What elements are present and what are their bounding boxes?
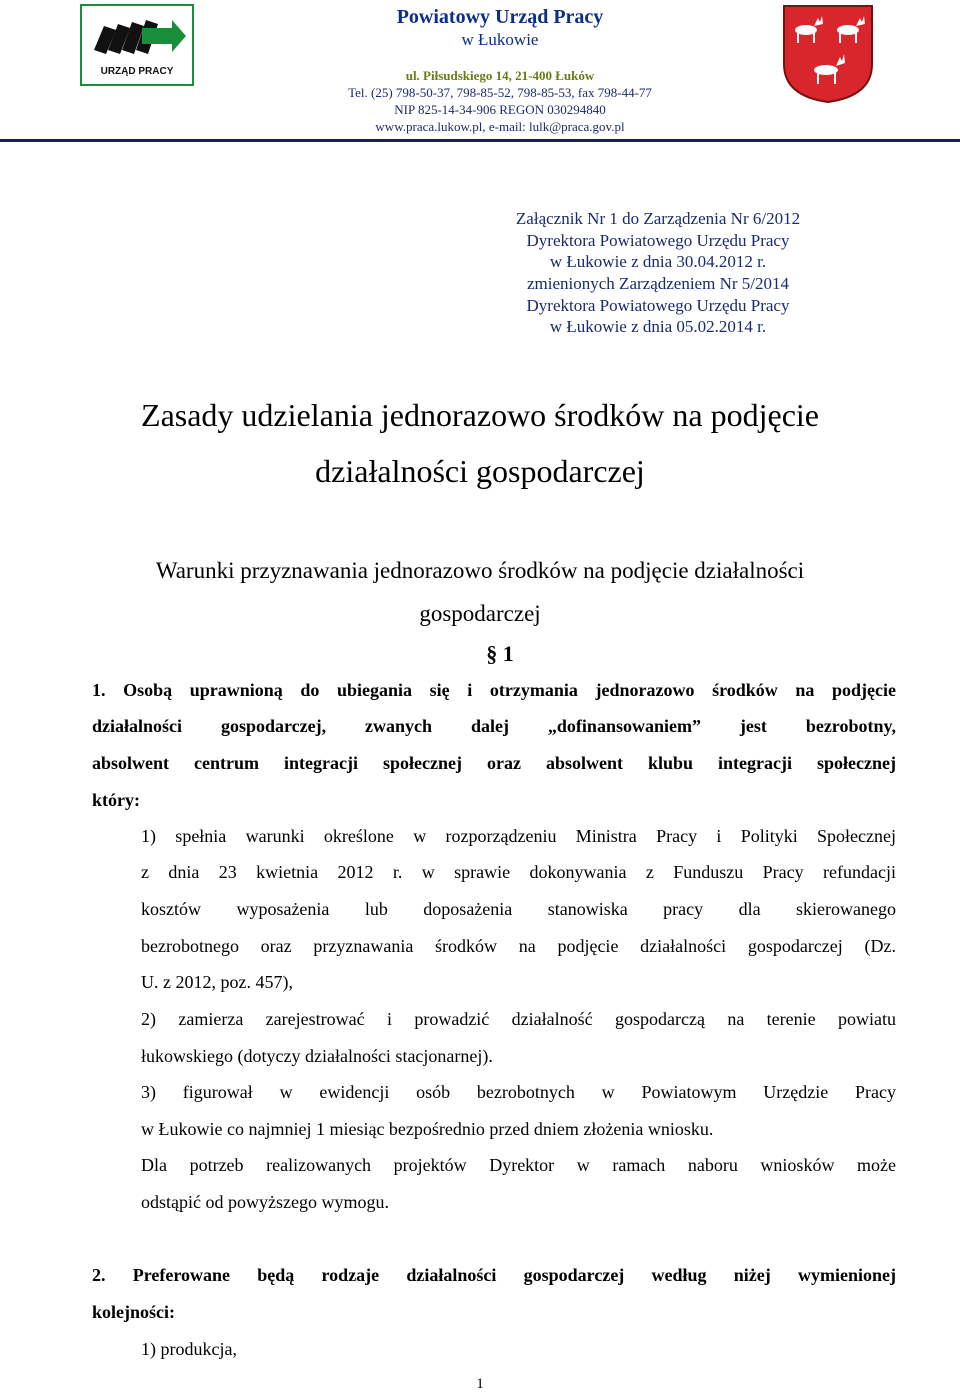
section-heading-line-2: gospodarczej [419, 601, 541, 626]
note-line-2: Dyrektora Powiatowego Urzędu Pracy [526, 231, 790, 250]
item1-line-3: kosztów wyposażenia lub doposażenia stanowiska pracy dla skierowanego [141, 899, 896, 919]
item1-line-2: z dnia 23 kwietnia 2012 r. w sprawie dokonywania z Funduszu Pracy refundacji [141, 862, 896, 882]
header-divider [0, 139, 960, 142]
office-logo [80, 4, 194, 86]
office-city: w Łukowie [461, 30, 539, 49]
item1-line-5: U. z 2012, poz. 457), [141, 972, 293, 992]
office-address: ul. Piłsudskiego 14, 21-400 Łuków [405, 68, 595, 83]
office-title: Powiatowy Urząd Pracy [396, 6, 604, 28]
page-number: 1 [476, 1376, 484, 1392]
document-title-line-1: Zasady udzielania jednorazowo środków na podjęcie [141, 397, 819, 433]
director-note-line-2: odstąpić od powyższego wymogu. [141, 1192, 389, 1212]
section-heading-line-1: Warunki przyznawania jednorazowo środków na podjęcie działalności [155, 558, 805, 583]
office-phone: Tel. (25) 798-50-37, 798-85-52, 798-85-53, fax 798-44-77 [348, 85, 652, 100]
para2-item-1: 1) produkcja, [141, 1339, 237, 1359]
note-line-1: Załącznik Nr 1 do Zarządzenia Nr 6/2012 [515, 209, 801, 228]
section-number: § 1 [486, 641, 514, 666]
item3-line-2: w Łukowie co najmniej 1 miesiąc bezpośrednio przed dniem złożenia wniosku. [141, 1119, 714, 1139]
document-title-line-2: działalności gospodarczej [315, 453, 645, 489]
logo-text: URZĄD PRACY [100, 66, 174, 77]
coat-of-arms [780, 4, 876, 104]
para1-line-2: działalności gospodarczej, zwanych dalej „dofinansowaniem” jest bezrobotny, [92, 716, 896, 736]
para1-line-4: który: [92, 790, 140, 810]
para2-line-2: kolejności: [92, 1302, 175, 1322]
note-line-5: Dyrektora Powiatowego Urzędu Pracy [526, 296, 790, 315]
note-line-6: w Łukowie z dnia 05.02.2014 r. [549, 317, 767, 336]
note-line-4: zmienionych Zarządzeniem Nr 5/2014 [527, 274, 789, 293]
item2-line-1: 2) zamierza zarejestrować i prowadzić działalność gospodarczą na terenie powiatu [141, 1009, 896, 1029]
para1-line-1: 1. Osobą uprawnioną do ubiegania się i otrzymania jednorazowo środków na podjęcie [92, 680, 896, 700]
logo-graphic [82, 6, 192, 84]
director-note-line-1: Dla potrzeb realizowanych projektów Dyrektor w ramach naboru wniosków może [141, 1155, 896, 1175]
para2-line-1: 2. Preferowane będą rodzaje działalności gospodarczej według niżej wymienionej [92, 1265, 896, 1285]
item3-line-1: 3) figurował w ewidencji osób bezrobotnych w Powiatowym Urzędzie Pracy [141, 1082, 896, 1102]
office-nip: NIP 825-14-34-906 REGON 030294840 [394, 102, 606, 117]
item1-line-4: bezrobotnego oraz przyznawania środków na podjęcie działalności gospodarczej (Dz. [141, 936, 896, 956]
item1-line-1: 1) spełnia warunki określone w rozporządzeniu Ministra Pracy i Polityki Społecznej [141, 826, 896, 846]
note-line-3: w Łukowie z dnia 30.04.2012 r. [549, 252, 767, 271]
coat-of-arms-graphic [780, 4, 876, 104]
item2-line-2: łukowskiego (dotyczy działalności stacjonarnej). [141, 1046, 493, 1066]
office-web[interactable]: www.praca.lukow.pl, e-mail: lulk@praca.gov.pl [375, 119, 625, 134]
para1-line-3: absolwent centrum integracji społecznej oraz absolwent klubu integracji społecznej [92, 753, 896, 773]
